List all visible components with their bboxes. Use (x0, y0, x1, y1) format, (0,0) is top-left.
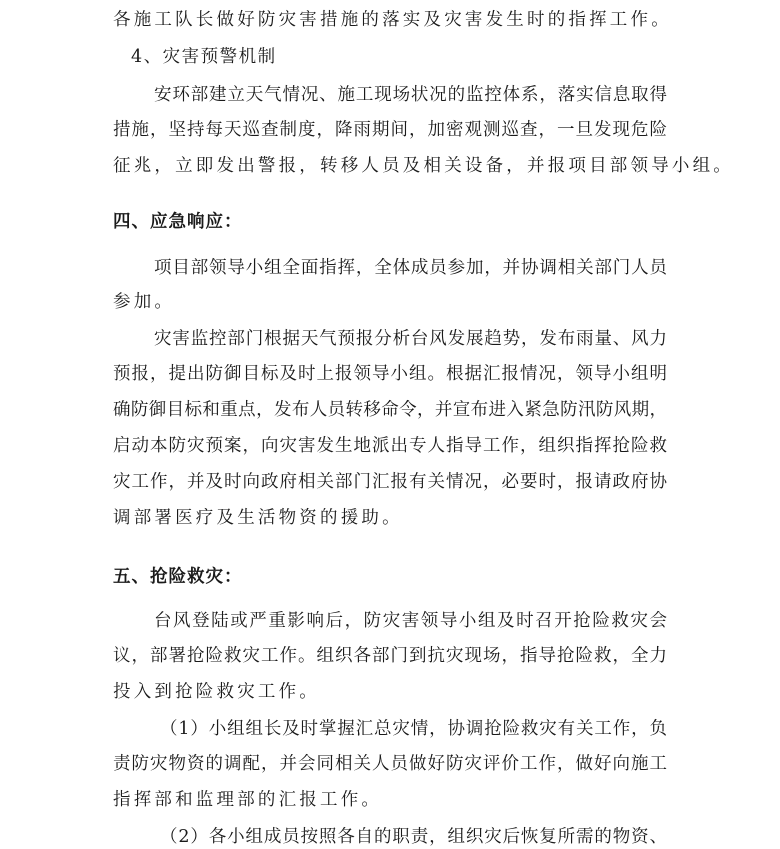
text-line: 灾工作，并及时向政府相关部门汇报有关情况，必要时，报请政府协 (113, 472, 667, 492)
text-line: 确防御目标和重点，发布人员转移命令，并宣布进入紧急防汛防风期， (113, 400, 667, 420)
text-line: 灾害监控部门根据天气预报分析台风发展趋势，发布雨量、风力 (154, 329, 667, 349)
text-line: 各施工队长做好防灾害措施的落实及灾害发生时的指挥工作。 (113, 10, 672, 30)
section-heading: 五、抢险救灾： (113, 567, 243, 587)
text-line: （2）各小组成员按照各自的职责，组织灾后恢复所需的物资、 (160, 827, 667, 847)
text-line: 调部署医疗及生活物资的援助。 (113, 508, 403, 528)
text-line: 议，部署抢险救灾工作。组织各部门到抗灾现场，指导抢险救，全力 (113, 646, 667, 666)
subsection-heading: 4、灾害预警机制 (131, 47, 277, 67)
text-line: 措施，坚持每天巡查制度，降雨期间，加密观测巡查，一旦发现危险 (113, 120, 667, 140)
text-line: 预报，提出防御目标及时上报领导小组。根据汇报情况，领导小组明 (113, 364, 667, 384)
text-line: （1）小组组长及时掌握汇总灾情，协调抢险救灾有关工作，负 (160, 719, 667, 739)
text-line: 投入到抢险救灾工作。 (113, 682, 320, 702)
text-line: 指挥部和监理部的汇报工作。 (113, 790, 383, 810)
text-line: 项目部领导小组全面指挥，全体成员参加，并协调相关部门人员 (154, 258, 667, 278)
section-heading: 四、应急响应： (113, 212, 243, 232)
text-line: 征兆，立即发出警报，转移人员及相关设备，并报项目部领导小组。 (113, 156, 734, 176)
text-line: 安环部建立天气情况、施工现场状况的监控体系，落实信息取得 (154, 85, 667, 105)
text-line: 参加。 (113, 292, 176, 312)
text-line: 台风登陆或严重影响后，防灾害领导小组及时召开抢险救灾会 (154, 611, 667, 631)
text-line: 启动本防灾预案，向灾害发生地派出专人指导工作，组织指挥抢险救 (113, 436, 667, 456)
text-line: 责防灾物资的调配，并会同相关人员做好防灾评价工作，做好向施工 (113, 754, 667, 774)
